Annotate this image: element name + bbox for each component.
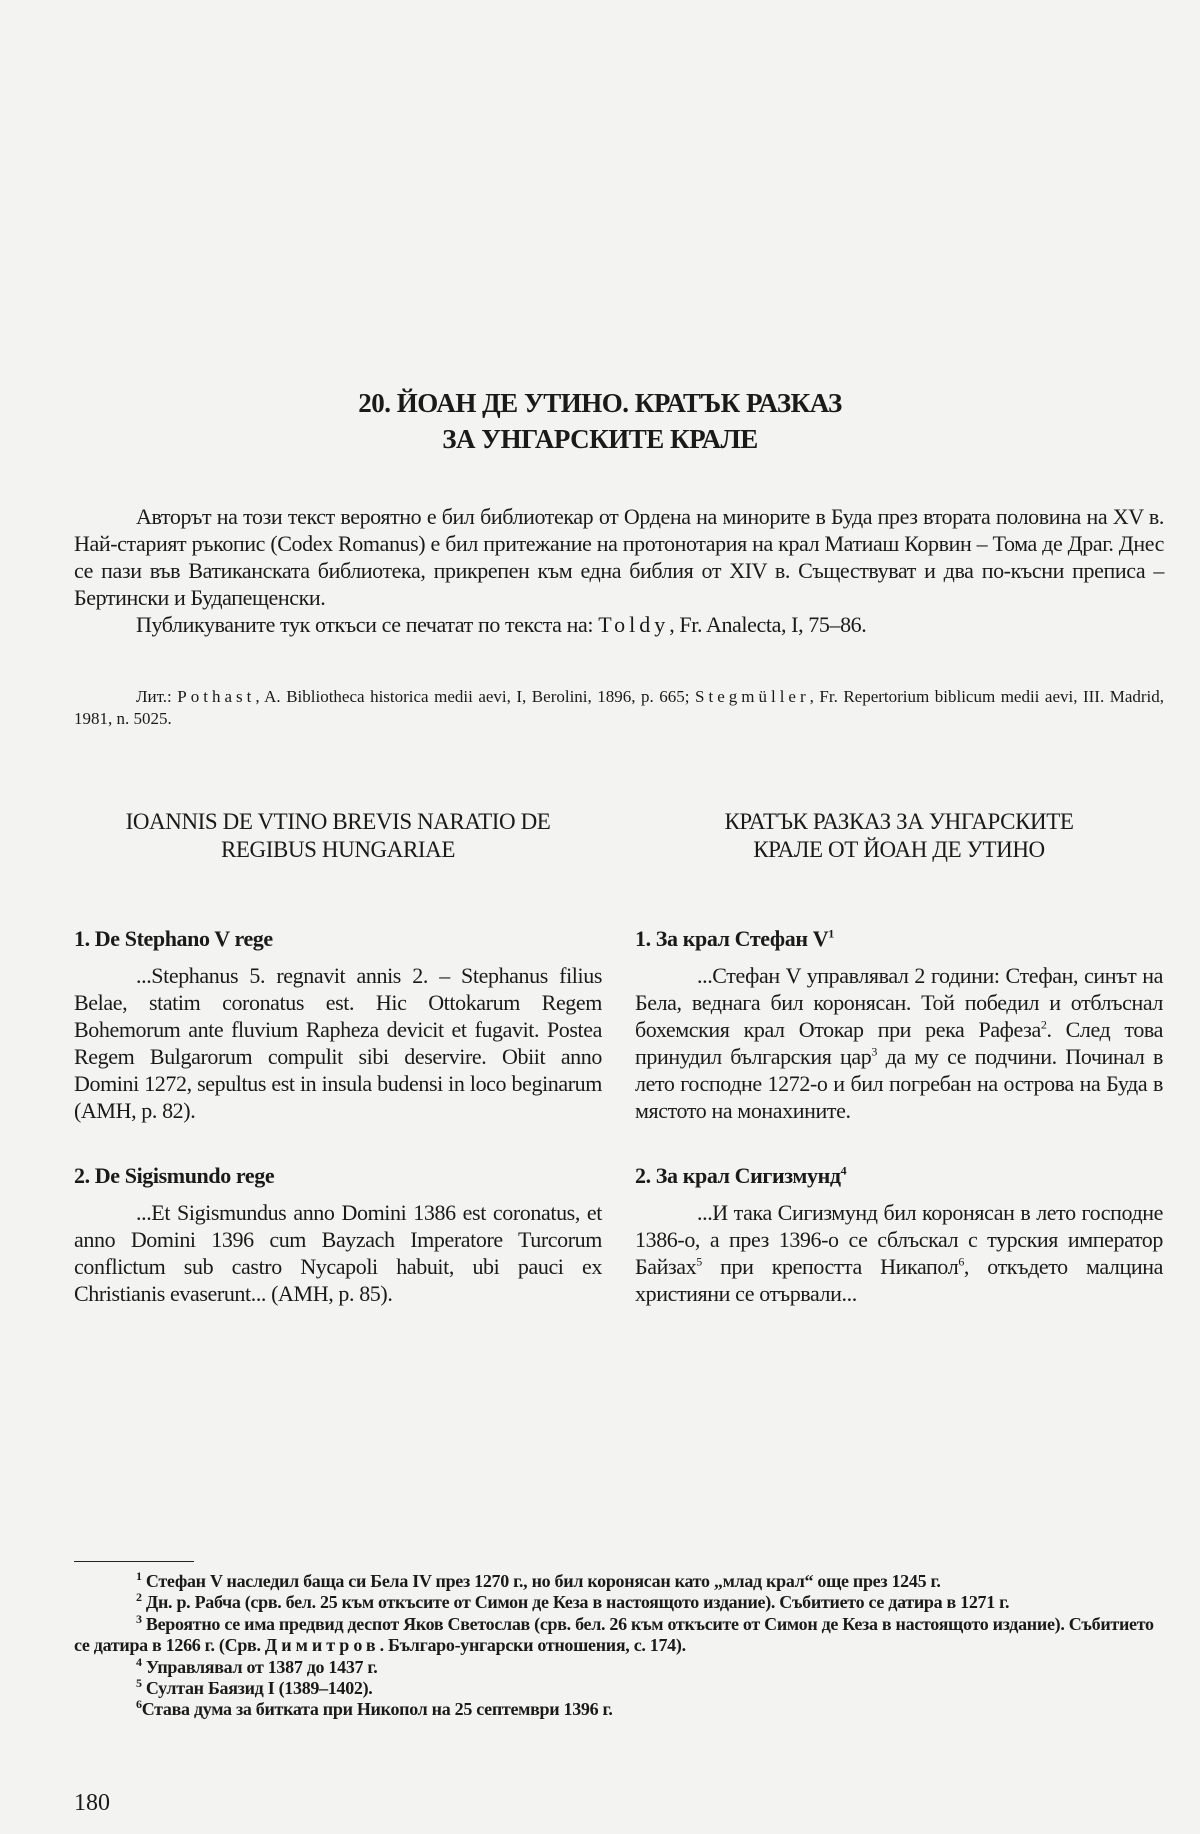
footnote: [74, 1571, 1164, 1592]
section-title: 2. De Sigismundo rege: [74, 1163, 275, 1188]
section-title: [635, 925, 1163, 952]
intro-paragraph: Авторът на този текст вероятно е бил библиотекар от Ордена на минорите в Буда през втората половина на XV в. Най-старият ръкопис (Codex Romanus) е бил притежание на протонотария на крал Матиаш Корвин – Тома де Драг. Днес се пази във Ватиканската библиотека, прикрепен към една библия от XIV в. Съществуват и два по-късни преписа – Бертински и Будапещенски.: [74, 504, 1164, 610]
literature: [74, 686, 1164, 730]
footnote-ref: 5: [696, 1254, 702, 1269]
bulgarian-heading-line-2: КРАЛЕ ОТ ЙОАН ДЕ УТИНО: [753, 837, 1045, 862]
section-title-text: 2. За крал Сигизмунд: [635, 1163, 841, 1188]
text-part: да му се подчини. Починал в лето господне 1272-о и бил погребан на острова на Буда в мястото на монахините.: [635, 1044, 1163, 1123]
text-part: ...Стефан V управлявал 2 години: Стефан, синът на Бела, веднага бил коронясан. Той победил и отблъснал бохемския крал Отокар при река Рафеза: [635, 963, 1163, 1042]
footnote: [74, 1611, 1164, 1657]
latin-section-1: [74, 925, 602, 1124]
chapter-title-line-2: ЗА УНГАРСКИТЕ КРАЛЕ: [442, 424, 758, 454]
section-title: [635, 1162, 1163, 1189]
footnote-number: 6: [136, 1697, 142, 1712]
footnote: [74, 1592, 1164, 1613]
footnote-text: Вероятно се има предвид деспот Яков Светослав (срв. бел. 26 към откъсите от Симон де Кеза в настоящото издание). Събитието се датира в 1266 г. (Срв.: [74, 1613, 1154, 1656]
footnote-number: 5: [136, 1676, 142, 1691]
footnote-ref: 2: [1040, 1017, 1047, 1032]
lit-text-2: , Fr. Repertorium biblicum medii aevi, III. Madrid, 1981, n. 5025.: [74, 687, 1165, 728]
lit-label: Лит.:: [136, 687, 172, 706]
footnote-ref: 3: [871, 1044, 877, 1059]
lit-text-1: , A. Bibliotheca historica medii aevi, I, Berolini, 1896, p. 665;: [255, 687, 690, 706]
footnote-number: 1: [136, 1569, 142, 1583]
footnote-number: 2: [136, 1590, 142, 1605]
footnote-text: Става дума за битката при Никопол на 25 септември 1396 г.: [141, 1699, 613, 1720]
source-ref: , Fr. Analecta, I, 75–86.: [669, 612, 867, 637]
section-text: ...Et Sigismundus anno Domini 1386 est coronatus, et anno Domini 1396 cum Bayzach Imperatore Turcorum conflictum sub castro Nycapoli habuit, ubi pauci ex Christianis evaserunt... (AMH, p. 85).: [74, 1200, 602, 1306]
latin-heading-line-2: REGIBUS HUNGARIAE: [220, 837, 456, 862]
footnote-text: Стефан V наследил баща си Бела IV през 1270 г., но бил коронясан като „млад крал“ още през 1245 г.: [145, 1571, 941, 1591]
text-part: ...И така Сигизмунд бил коронясан в лето господне 1386-о, а през 1396-о се сблъскал с турския император Байзах: [635, 1200, 1163, 1279]
text-part: , откъдето малцина християни се отървали...: [635, 1254, 1163, 1306]
lit-author-1: Pothast: [177, 687, 256, 706]
lit-author-2: Stegmüller: [695, 687, 810, 706]
source-author: Toldy: [598, 612, 670, 637]
chapter-title: [0, 385, 1200, 457]
footnote-ref: 4: [840, 1163, 847, 1178]
footnotes: [74, 1571, 1164, 1721]
introduction: [74, 503, 1164, 638]
section-text: [635, 962, 1163, 1124]
footnote-number: 4: [136, 1654, 142, 1669]
intro-source-text: Публикуваните тук откъси се печатат по текста на:: [136, 612, 594, 637]
bulgarian-heading-line-1: КРАТЪК РАЗКАЗ ЗА УНГАРСКИТЕ: [724, 809, 1074, 834]
footnote-text: Султан Баязид I (1389–1402).: [145, 1678, 373, 1699]
intro-source-paragraph: [74, 611, 1164, 638]
bulgarian-section-1: [635, 925, 1163, 1124]
text-part: при крепостта Никапол: [701, 1254, 959, 1279]
footnote-ref: 6: [958, 1254, 964, 1269]
latin-section-2: [74, 1162, 602, 1307]
latin-heading: [74, 808, 602, 864]
footnote: [74, 1699, 1164, 1720]
footnote-number: 3: [136, 1611, 142, 1626]
section-title: 1. De Stephano V rege: [74, 926, 273, 951]
section-text: [635, 1199, 1163, 1307]
footnote-divider: [74, 1561, 194, 1562]
page-number: 180: [74, 1790, 110, 1816]
footnote-text: Дн. р. Рабча (срв. бел. 25 към откъсите от Симон де Кеза в настоящото издание). Събитието се датира в 1271 г.: [145, 1592, 1010, 1613]
footnote: [74, 1678, 1164, 1699]
bulgarian-section-2: [635, 1162, 1163, 1307]
chapter-title-line-1: 20. ЙОАН ДЕ УТИНО. КРАТЪК РАЗКАЗ: [358, 388, 842, 418]
section-text: ...Stephanus 5. regnavit annis 2. – Stephanus filius Belae, statim coronatus est. Hic Ottokarum Regem Bohemorum ante fluvium Rapheza devicit et fugavit. Postea Regem Bulgarorum compulit sibi deservire. Obiit anno Domini 1272, sepultus est in insula budensi in loco beginarum (AMH, p. 82).: [74, 963, 602, 1123]
text-part: . След това принудил българския цар: [635, 1017, 1163, 1069]
footnote-ref: 1: [828, 926, 834, 941]
footnote-text: . Българо-унгарски отношения, с. 174).: [379, 1635, 686, 1656]
footnote: [74, 1654, 1164, 1678]
bulgarian-heading: [635, 808, 1163, 864]
latin-heading-line-1: IOANNIS DE VTINO BREVIS NARATIO DE: [125, 809, 551, 834]
section-title-text: 1. За крал Стефан V: [635, 926, 829, 951]
footnote-author: Димитров: [264, 1635, 380, 1656]
footnote-text: Управлявал от 1387 до 1437 г.: [145, 1656, 378, 1677]
